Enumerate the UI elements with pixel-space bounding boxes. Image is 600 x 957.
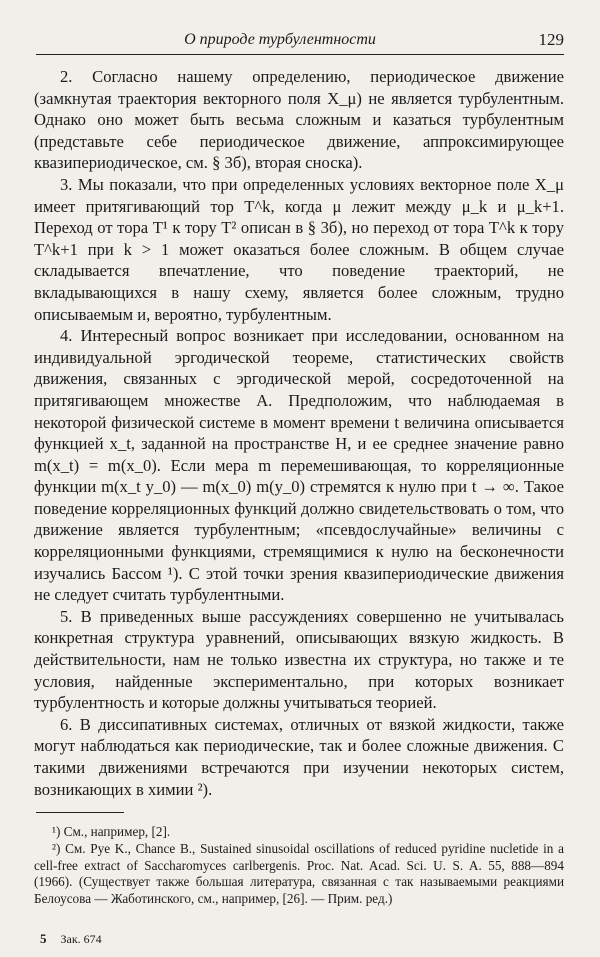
footnotes: [34, 824, 564, 908]
paragraph-4: 4. Интересный вопрос возникает при исследовании, основанном на индивидуальной эргодической теореме, статистических свойств движения, связанных с эргодической мерой, сосредоточенной на притягивающем множестве A. Предположим, что наблюдаемая в некоторой физической системе в момент времени t величина описывается функцией x_t, заданной на пространстве H, и ее среднее значение равно m(x_t) = m(x_0). Если мера m перемешивающая, то корреляционные функции m(x_t y_0) — m(x_0) m(y_0) стремятся к нулю при t → ∞. Такое поведение корреляционных функций должно свидетельствовать о том, что движение является турбулентным; «псевдослучайные» величины с корреляционными функциями, стремящимися к нулю на бесконечности изучались Бассом ¹). С этой точки зрения квазипериодические движения не следует считать турбулентными.: [34, 326, 564, 605]
printer-signature: [40, 931, 102, 947]
footnote-1: ¹) См., например, [2].: [52, 824, 171, 839]
paragraph-3: 3. Мы показали, что при определенных условиях векторное поле X_μ имеет притягивающий тор T^k, когда μ лежит между μ_k и μ_k+1. Переход от тора T¹ к тору T² описан в § 3б), но переход от тора T^k к тору T^k+1 при k > 1 может оказаться более сложным. В общем случае складывается впечатление, что поведение траекторий, не вкладывающихся в нашу схему, является более сложным, трудно описываемым и, вероятно, турбулентным.: [34, 174, 564, 324]
sheet-number: 5: [40, 931, 47, 946]
paragraph-6: 6. В диссипативных системах, отличных от вязкой жидкости, также могут наблюдаться как периодические, так и более сложные движения. С такими движениями встречаются при изучении некоторых систем, возникающих в химии ²).: [34, 714, 564, 799]
footnote-2: ²) См. Pye K., Chance B., Sustained sinusoidal oscillations of reduced pyridine nucletide in a cell-free extract of Saccharomyces carlbergenis. Proc. Nat. Acad. Sci. U. S. A. 55, 888—894 (1966). (Существует также большая литература, связанная с так называемыми реакциями Белоусова — Жаботинского, см., например, [26]. — Прим. ред.): [34, 840, 564, 907]
running-title: О природе турбулентности: [184, 31, 376, 48]
page-number: 129: [538, 30, 564, 49]
page-header: [36, 26, 564, 55]
order-number: Зак. 674: [60, 932, 102, 946]
paragraph-5: 5. В приведенных выше рассуждениях совершенно не учитывалась конкретная структура уравнений, описывающих вязкую жидкость. В действительности, нам не только известна их структура, но также и те условия, найденные экспериментально, при которых возникает турбулентность и которые должны учитываться теорией.: [34, 606, 564, 713]
footnote-divider: [36, 812, 124, 813]
main-text: [34, 66, 564, 800]
paragraph-2: 2. Согласно нашему определению, периодическое движение (замкнутая траектория векторного поля X_μ) не является турбулентным. Однако оно может быть весьма сложным и казаться турбулентным (представьте себе периодическое движение, аппроксимирующее квазипериодическое, см. § 3б), вторая сноска).: [34, 67, 564, 173]
